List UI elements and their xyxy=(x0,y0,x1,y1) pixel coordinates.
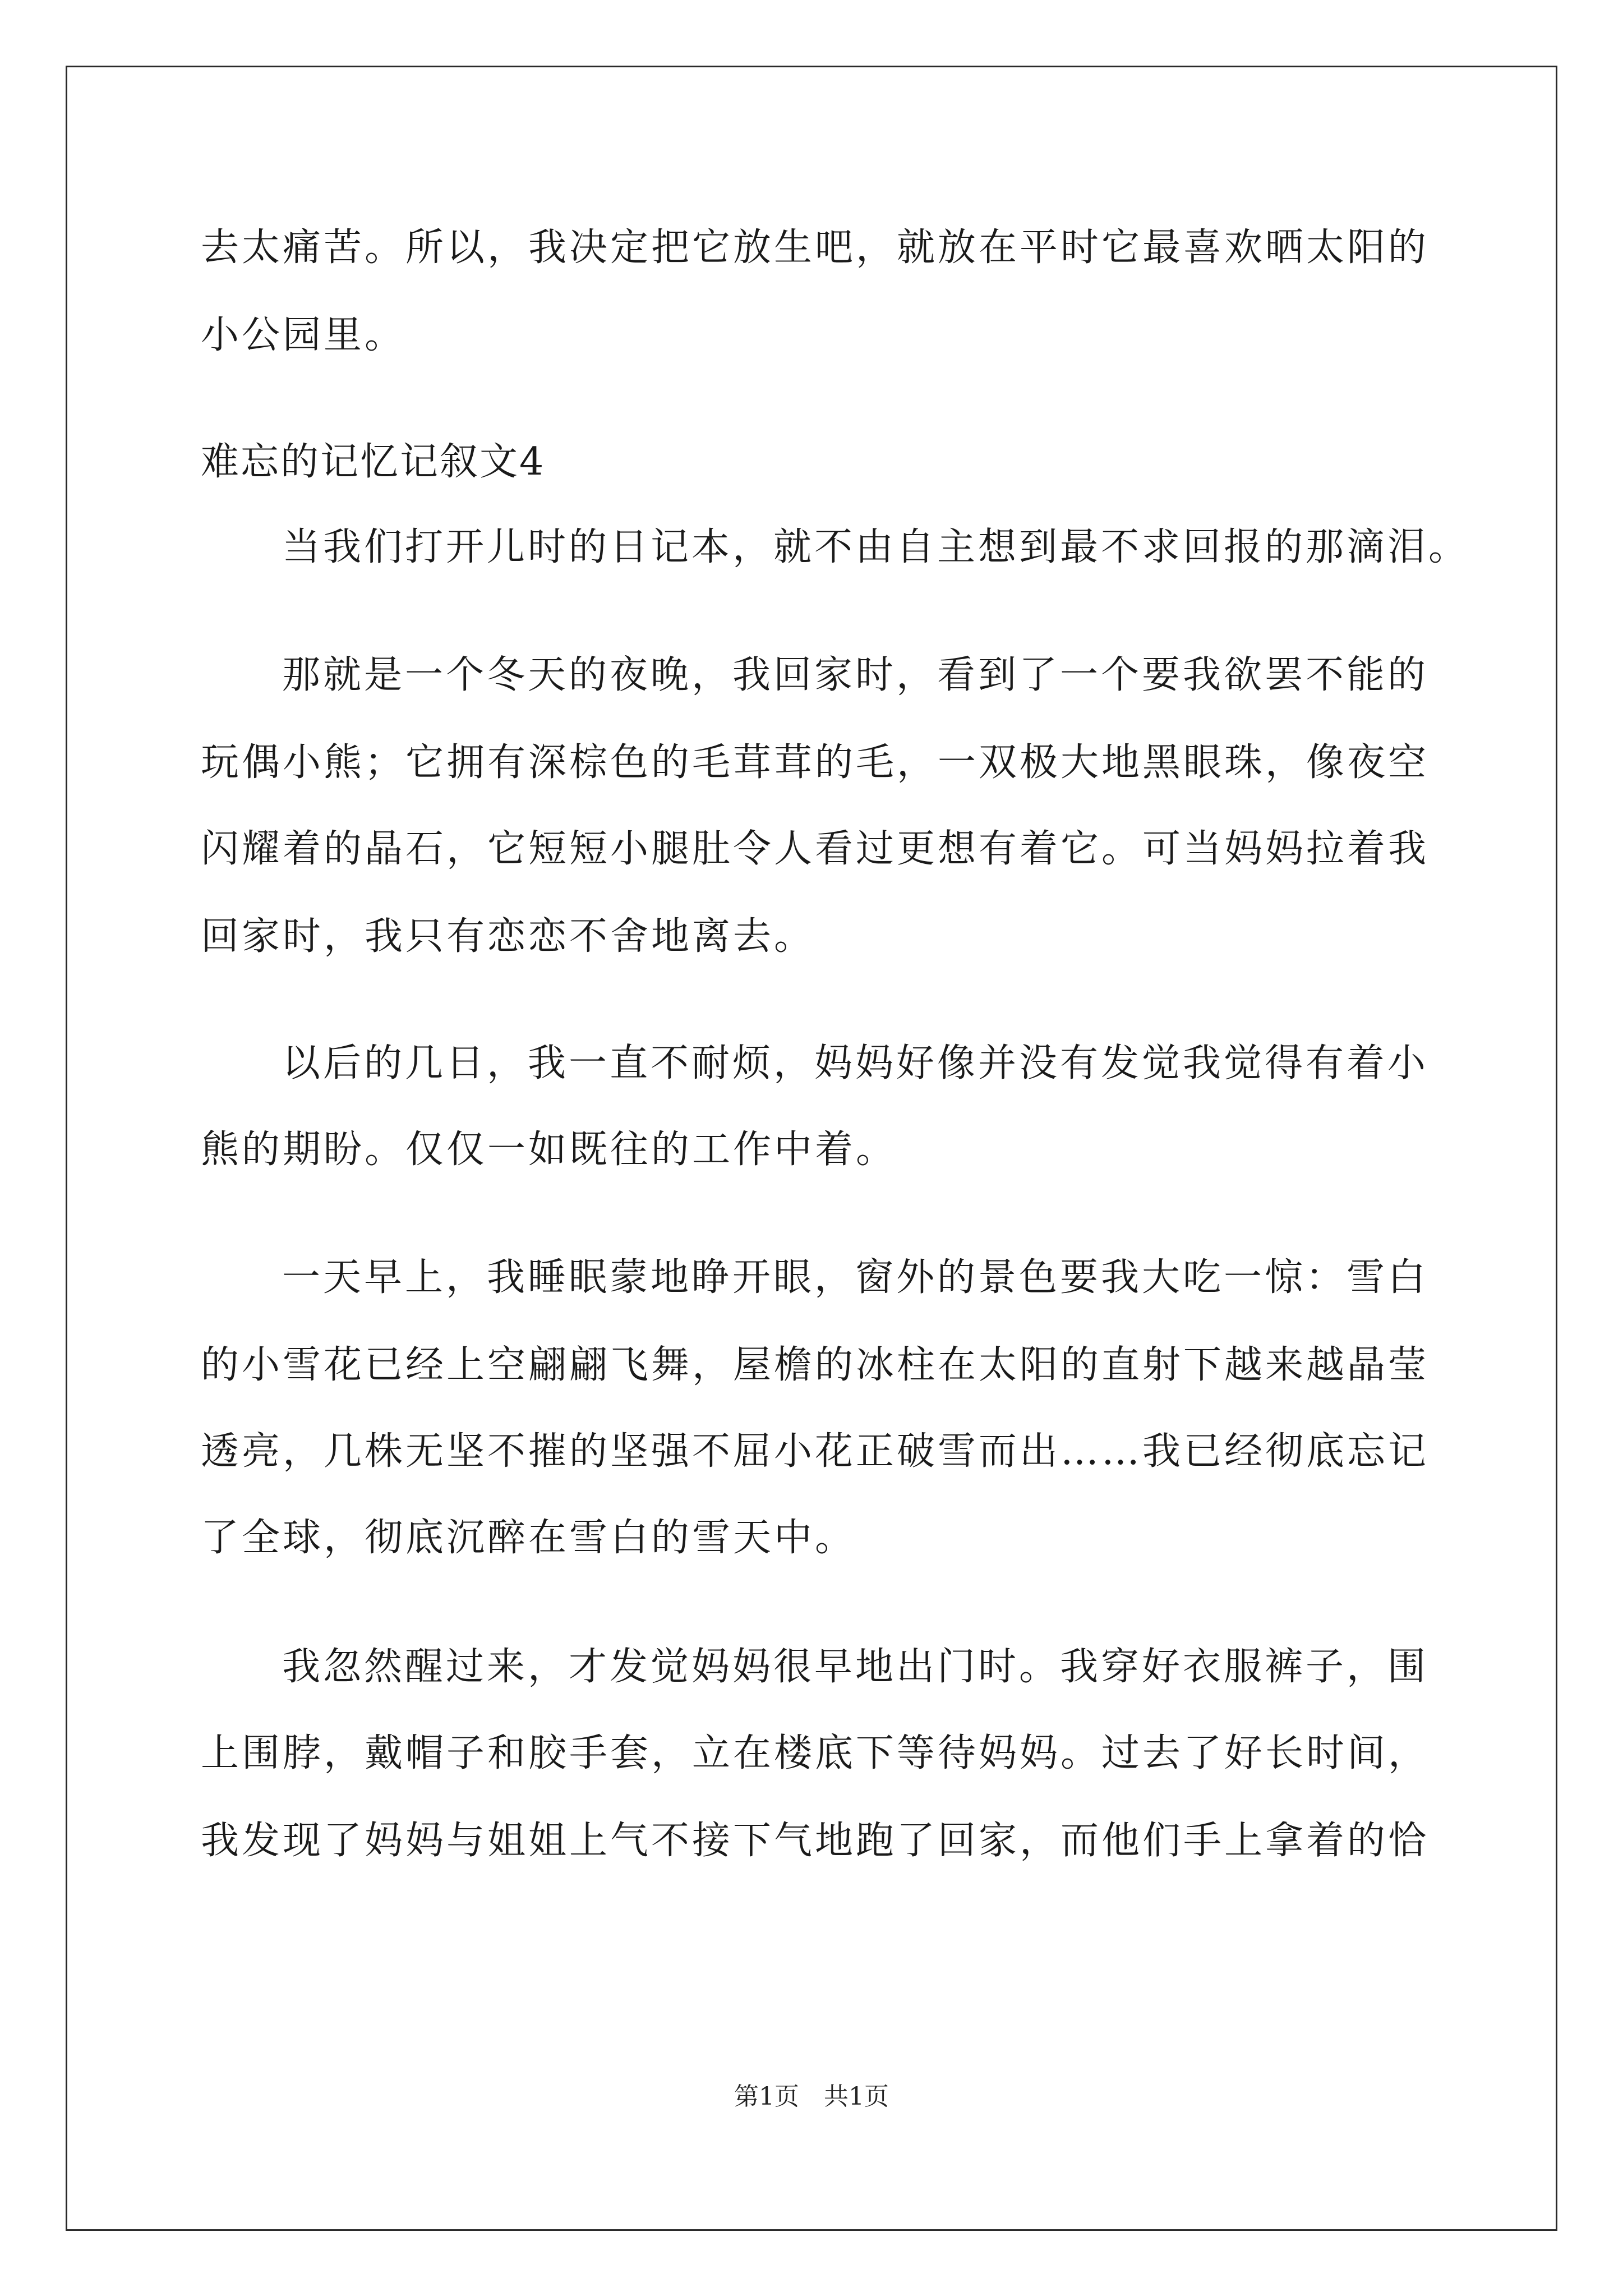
paragraph-3-line-1: 以后的几日，我一直不耐烦，妈妈好像并没有发觉我觉得有着小 xyxy=(282,1041,1429,1085)
paragraph-4-line-4: 了全球，彻底沉醉在雪白的雪天中。 xyxy=(201,1516,856,1560)
paragraph-3-line-2: 熊的期盼。仅仅一如既往的工作中着。 xyxy=(201,1128,897,1172)
paragraph-4-line-2: 的小雪花已经上空翩翩飞舞，屋檐的冰柱在太阳的直射下越来越晶莹 xyxy=(201,1343,1430,1387)
body-line-2: 小公园里。 xyxy=(201,313,406,357)
paragraph-5-line-1: 我忽然醒过来，才发觉妈妈很早地出门时。我穿好衣服裤子，围 xyxy=(282,1645,1429,1689)
paragraph-2-line-2: 玩偶小熊；它拥有深棕色的毛茸茸的毛，一双极大地黑眼珠，像夜空 xyxy=(201,740,1430,785)
paragraph-4-line-3: 透亮，几株无坚不摧的坚强不屈小花正破雪而出……我已经彻底忘记 xyxy=(201,1429,1430,1474)
paragraph-2-line-3: 闪耀着的晶石，它短短小腿肚令人看过更想有着它。可当妈妈拉着我 xyxy=(201,827,1430,871)
paragraph-5-line-3: 我发现了妈妈与姐姐上气不接下气地跑了回家，而他们手上拿着的恰 xyxy=(201,1819,1430,1863)
paragraph-2-line-1: 那就是一个冬天的夜晚，我回家时，看到了一个要我欲罢不能的 xyxy=(282,653,1429,697)
section-heading: 难忘的记忆记叙文4 xyxy=(201,440,546,484)
paragraph-5-line-2: 上围脖，戴帽子和胶手套，立在楼底下等待妈妈。过去了好长时间， xyxy=(201,1731,1430,1775)
body-line-1: 去太痛苦。所以，我决定把它放生吧，就放在平时它最喜欢晒太阳的 xyxy=(201,226,1430,270)
paragraph-2-line-4: 回家时，我只有恋恋不舍地离去。 xyxy=(201,914,815,959)
paragraph-4-line-1: 一天早上，我睡眠蒙地睁开眼，窗外的景色要我大吃一惊：雪白 xyxy=(282,1255,1429,1300)
page-number-footer: 第1页 共1页 xyxy=(734,2082,889,2111)
paragraph-1-line-1: 当我们打开儿时的日记本，就不由自主想到最不求回报的那滴泪。 xyxy=(282,525,1470,569)
